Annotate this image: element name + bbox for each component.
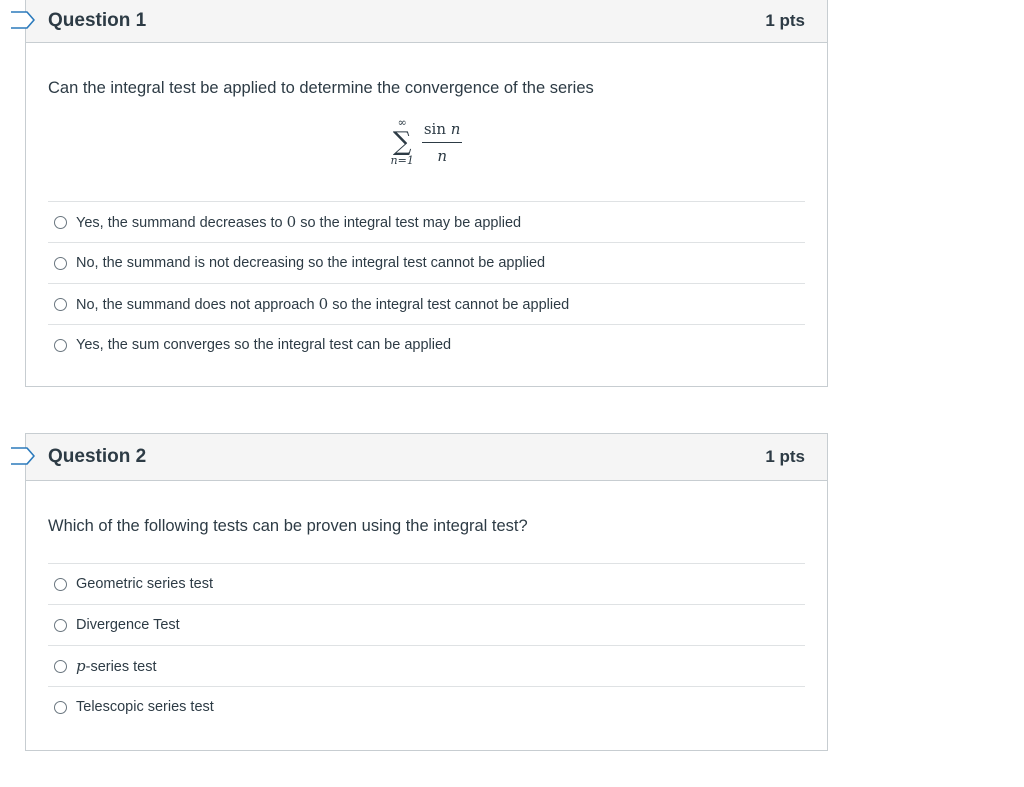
answer-label — [76, 295, 569, 313]
answer-math: 0 — [318, 295, 329, 313]
radio-unchecked-icon[interactable] — [54, 298, 67, 311]
question-text: Can the integral test be applied to determine the convergence of the series — [48, 79, 594, 97]
answer-text: No, the summand does not approach — [76, 297, 319, 313]
answer-option[interactable] — [48, 324, 805, 365]
question-points: 1 pts — [765, 447, 805, 466]
answer-math: 0 — [286, 213, 297, 231]
answer-text: No, the summand is not decreasing so the integral test cannot be applied — [76, 255, 546, 271]
radio-unchecked-icon[interactable] — [54, 619, 67, 632]
answer-option[interactable] — [48, 645, 805, 686]
answer-list — [48, 201, 805, 365]
answer-label: Telescopic series test — [76, 699, 214, 715]
question-1 — [25, 0, 828, 387]
answer-label: Geometric series test — [76, 576, 213, 592]
answer-option[interactable] — [48, 563, 805, 604]
numerator-variable: n — [450, 119, 461, 138]
summation — [391, 117, 414, 167]
answer-option[interactable] — [48, 604, 805, 645]
answer-label — [76, 213, 521, 231]
question-body — [26, 43, 827, 365]
question-header — [26, 434, 827, 481]
question-points: 1 pts — [765, 10, 805, 30]
question-body — [26, 481, 827, 727]
sum-lower-limit: n=1 — [390, 154, 414, 167]
question-text: Which of the following tests can be proven using the integral test? — [48, 517, 528, 535]
radio-unchecked-icon[interactable] — [54, 339, 67, 352]
answer-text: Yes, the summand decreases to — [76, 215, 287, 231]
flag-question-icon[interactable] — [10, 447, 36, 465]
answer-label — [76, 657, 157, 675]
radio-unchecked-icon[interactable] — [54, 701, 67, 714]
answer-option[interactable] — [48, 686, 805, 727]
fraction-denominator: n — [437, 146, 447, 165]
answer-text-suffix: so the integral test may be applied — [296, 215, 522, 231]
series-equation — [48, 109, 805, 175]
answer-option[interactable] — [48, 201, 805, 242]
question-2 — [25, 433, 828, 751]
sum-upper-limit: ∞ — [397, 116, 407, 129]
radio-unchecked-icon[interactable] — [54, 216, 67, 229]
answer-label — [76, 255, 545, 271]
answer-text-suffix: -series test — [85, 659, 157, 675]
question-title: Question 1 — [48, 9, 147, 31]
radio-unchecked-icon[interactable] — [54, 257, 67, 270]
numerator-function: sin — [423, 119, 446, 138]
answer-option[interactable] — [48, 242, 805, 283]
answer-label: Divergence Test — [76, 617, 180, 633]
answer-list — [48, 563, 805, 727]
fraction — [422, 120, 463, 165]
sigma-symbol: ∑ — [392, 127, 412, 157]
answer-option[interactable] — [48, 283, 805, 324]
answer-text-suffix: so the integral test cannot be applied — [328, 297, 570, 313]
answer-text: Yes, the sum converges so the integral test can be applied — [76, 337, 452, 353]
flag-question-icon[interactable] — [10, 11, 36, 29]
question-header — [26, 0, 827, 43]
radio-unchecked-icon[interactable] — [54, 660, 67, 673]
answer-math: p — [76, 657, 86, 675]
radio-unchecked-icon[interactable] — [54, 578, 67, 591]
fraction-numerator — [422, 120, 463, 143]
answer-label — [76, 337, 451, 353]
question-title: Question 2 — [48, 446, 147, 467]
